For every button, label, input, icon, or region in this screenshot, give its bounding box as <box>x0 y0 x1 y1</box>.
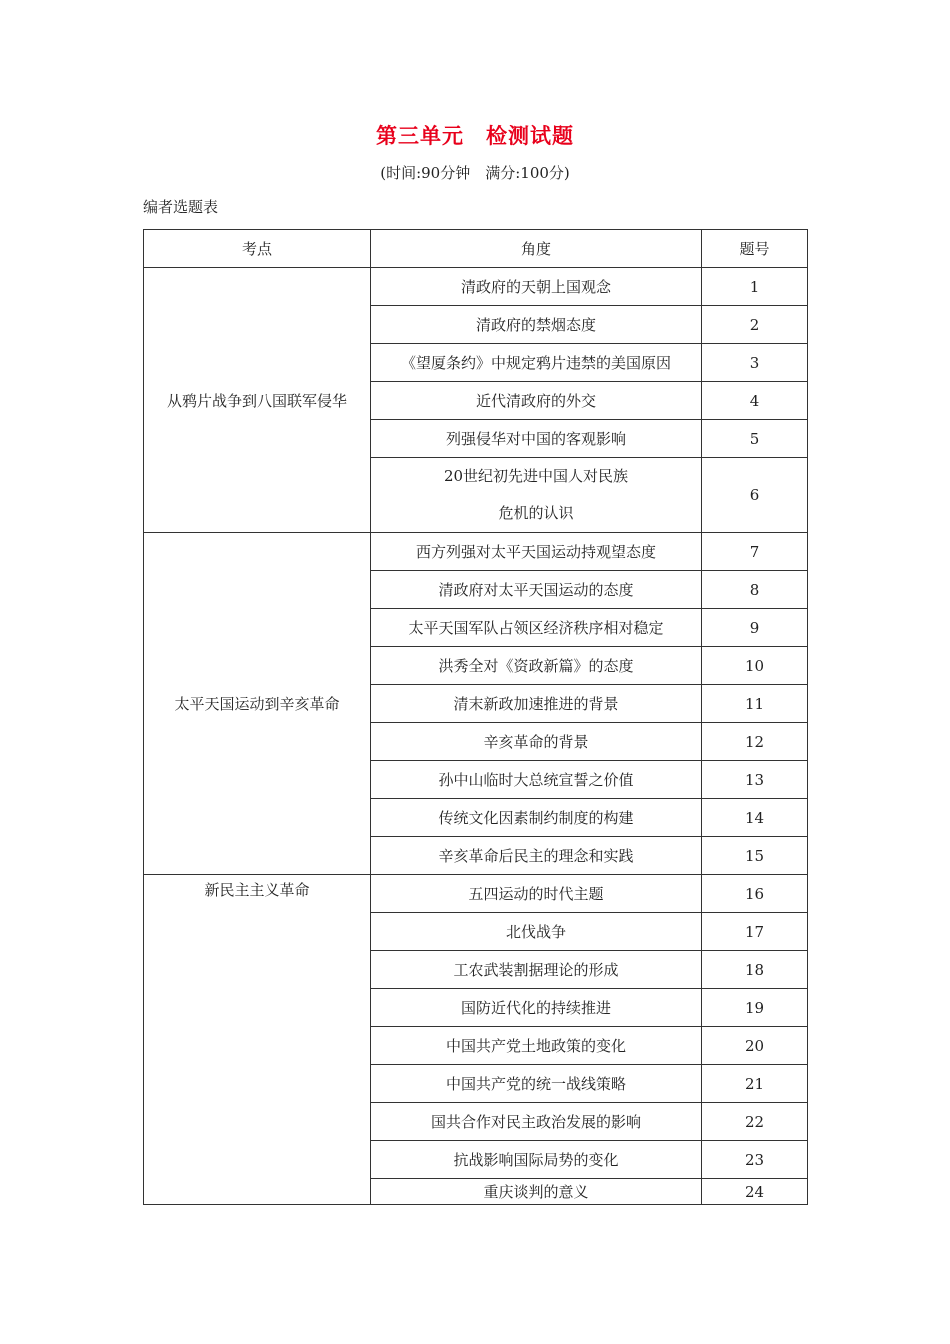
number-cell: 21 <box>702 1065 808 1103</box>
number-cell: 15 <box>702 837 808 875</box>
number-cell: 18 <box>702 951 808 989</box>
angle-cell: 清政府的天朝上国观念 <box>371 268 702 306</box>
header-number: 题号 <box>702 230 808 268</box>
question-selection-table <box>143 229 808 1205</box>
angle-cell: 近代清政府的外交 <box>371 382 702 420</box>
angle-cell: 中国共产党的统一战线策略 <box>371 1065 702 1103</box>
number-cell: 16 <box>702 875 808 913</box>
angle-cell: 工农武装割据理论的形成 <box>371 951 702 989</box>
topic-cell: 太平天国运动到辛亥革命 <box>144 533 371 875</box>
angle-cell: 辛亥革命的背景 <box>371 723 702 761</box>
angle-cell: 传统文化因素制约制度的构建 <box>371 799 702 837</box>
topic-cell: 新民主主义革命 <box>144 875 371 1205</box>
number-cell: 24 <box>702 1179 808 1205</box>
number-cell: 12 <box>702 723 808 761</box>
number-cell: 9 <box>702 609 808 647</box>
table-row <box>144 268 808 306</box>
number-cell: 2 <box>702 306 808 344</box>
angle-cell: 太平天国军队占领区经济秩序相对稳定 <box>371 609 702 647</box>
number-cell: 13 <box>702 761 808 799</box>
angle-cell: 洪秀全对《资政新篇》的态度 <box>371 647 702 685</box>
header-angle: 角度 <box>371 230 702 268</box>
number-cell: 10 <box>702 647 808 685</box>
number-cell: 20 <box>702 1027 808 1065</box>
angle-cell: 国防近代化的持续推进 <box>371 989 702 1027</box>
angle-cell: 列强侵华对中国的客观影响 <box>371 420 702 458</box>
angle-cell <box>371 458 702 533</box>
table-header-row <box>144 230 808 268</box>
angle-cell: 孙中山临时大总统宣誓之价值 <box>371 761 702 799</box>
angle-cell: 重庆谈判的意义 <box>371 1179 702 1205</box>
angle-cell: 辛亥革命后民主的理念和实践 <box>371 837 702 875</box>
angle-cell: 清政府对太平天国运动的态度 <box>371 571 702 609</box>
angle-cell: 五四运动的时代主题 <box>371 875 702 913</box>
number-cell: 4 <box>702 382 808 420</box>
number-cell: 1 <box>702 268 808 306</box>
number-cell: 7 <box>702 533 808 571</box>
number-cell: 5 <box>702 420 808 458</box>
exam-info: (时间:90分钟 满分:100分) <box>380 164 570 182</box>
number-cell: 23 <box>702 1141 808 1179</box>
angle-cell: 清政府的禁烟态度 <box>371 306 702 344</box>
number-cell: 19 <box>702 989 808 1027</box>
angle-cell: 《望厦条约》中规定鸦片违禁的美国原因 <box>371 344 702 382</box>
number-cell: 8 <box>702 571 808 609</box>
number-cell: 22 <box>702 1103 808 1141</box>
angle-cell: 抗战影响国际局势的变化 <box>371 1141 702 1179</box>
table-row <box>144 875 808 913</box>
number-cell: 17 <box>702 913 808 951</box>
angle-cell: 中国共产党土地政策的变化 <box>371 1027 702 1065</box>
angle-cell: 国共合作对民主政治发展的影响 <box>371 1103 702 1141</box>
angle-cell: 西方列强对太平天国运动持观望态度 <box>371 533 702 571</box>
angle-line-1: 20世纪初先进中国人对民族 <box>443 467 629 485</box>
table-row <box>144 533 808 571</box>
number-cell: 3 <box>702 344 808 382</box>
angle-cell: 北伐战争 <box>371 913 702 951</box>
number-cell: 14 <box>702 799 808 837</box>
angle-cell: 清末新政加速推进的背景 <box>371 685 702 723</box>
page-title: 第三单元 检测试题 <box>376 124 574 148</box>
angle-line-2: 危机的认识 <box>498 504 574 522</box>
header-topic: 考点 <box>144 230 371 268</box>
topic-cell: 从鸦片战争到八国联军侵华 <box>144 268 371 533</box>
number-cell: 6 <box>702 458 808 533</box>
table-caption: 编者选题表 <box>143 198 219 216</box>
number-cell: 11 <box>702 685 808 723</box>
